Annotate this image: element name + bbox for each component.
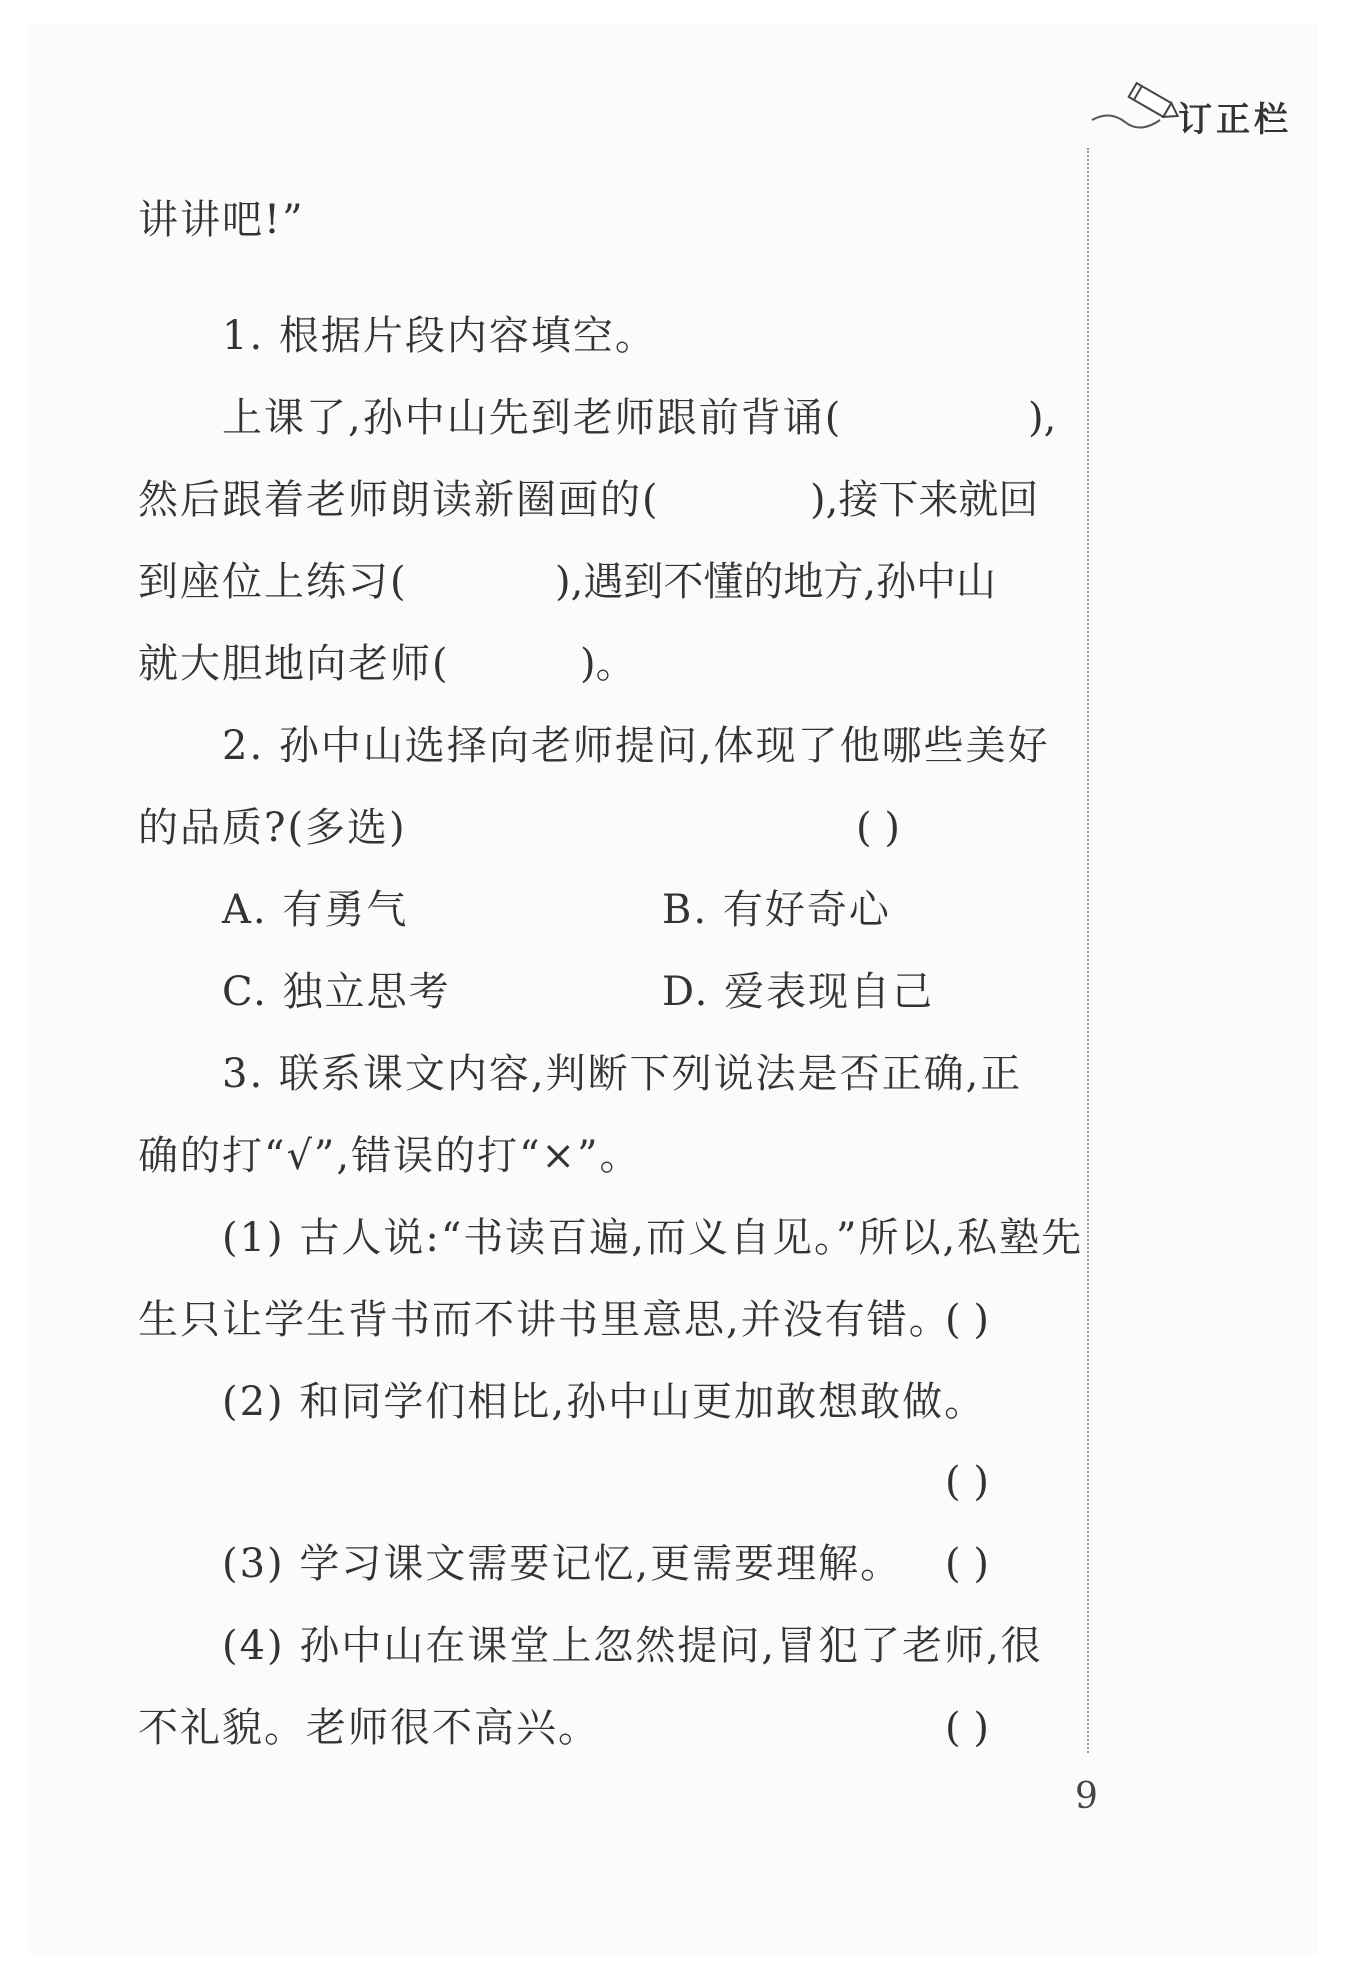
text-line: 讲讲吧!” (138, 197, 305, 243)
text-line: 然后跟着老师朗读新圈画的( (138, 477, 660, 523)
statement-3: (3) 学习课文需要记忆,更需要理解。 (222, 1541, 903, 1587)
text-line: ),接下来就回 (810, 477, 1039, 523)
question-1-title: 1. 根据片段内容填空。 (222, 313, 657, 359)
statement-4: (4) 孙中山在课堂上忽然提问,冒犯了老师,很 (222, 1623, 1043, 1669)
margin-divider (1087, 148, 1089, 1753)
statement-1: (1) 古人说:“书读百遍,而义自见。”所以,私塾先 (222, 1215, 1084, 1261)
option-d: D. 爱表现自己 (662, 969, 935, 1015)
answer-parentheses: ( ) (945, 1459, 989, 1505)
text-line: 不礼貌。老师很不高兴。 (138, 1705, 600, 1751)
answer-parentheses: ( ) (856, 805, 900, 851)
option-a: A. 有勇气 (222, 887, 409, 933)
question-3-title: 3. 联系课文内容,判断下列说法是否正确,正 (222, 1051, 1023, 1097)
text-line: 上课了,孙中山先到老师跟前背诵( (222, 395, 843, 441)
answer-parentheses: ( ) (945, 1541, 989, 1587)
question-2-title: 2. 孙中山选择向老师提问,体现了他哪些美好 (222, 723, 1050, 769)
text-line: 到座位上练习( (138, 559, 408, 605)
page-number: 9 (1075, 1776, 1098, 1817)
text-line: 生只让学生背书而不讲书里意思,并没有错。 (138, 1297, 951, 1343)
text-line: )。 (580, 641, 636, 687)
answer-parentheses: ( ) (945, 1705, 989, 1751)
blank-close: ), (1028, 395, 1057, 441)
pencil-icon (1090, 80, 1180, 130)
text-line: ),遇到不懂的地方,孙中山 (555, 559, 997, 605)
header-title: 订正栏 (1178, 100, 1292, 140)
text-line: 就大胆地向老师( (138, 641, 450, 687)
option-b: B. 有好奇心 (662, 887, 891, 933)
option-c: C. 独立思考 (222, 969, 451, 1015)
statement-2: (2) 和同学们相比,孙中山更加敢想敢做。 (222, 1379, 987, 1425)
answer-parentheses: ( ) (945, 1297, 989, 1343)
text-line: 确的打“√”,错误的打“×”。 (138, 1133, 642, 1179)
text-line: 的品质?(多选) (138, 805, 407, 851)
